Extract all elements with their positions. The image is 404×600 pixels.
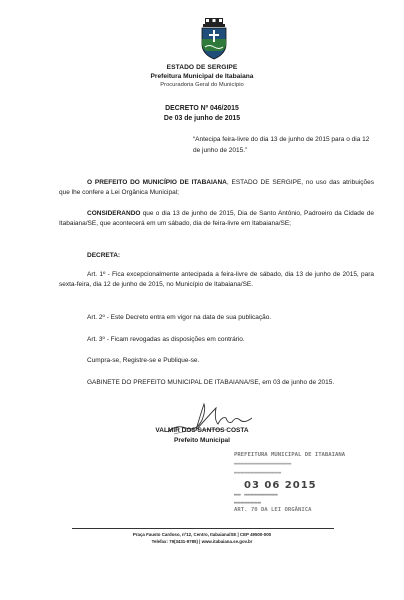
stamp-faded-line: ▬▬▬▬▬▬▬▬	[234, 500, 261, 506]
considering-paragraph	[59, 209, 374, 230]
stamp-header: PREFEITURA MUNICIPAL DE ITABAIANA	[234, 452, 346, 458]
publication-stamp	[234, 452, 374, 512]
stamp-article-line: ART. 70 DA LEI ORGÂNICA	[234, 507, 312, 513]
decreta-heading: DECRETA:	[87, 252, 121, 259]
footer-divider	[72, 528, 334, 529]
decree-summary: “Antecipa feira-livre do dia 13 de junho de 2015 para o dia 12 de junho de 2015.”	[193, 136, 370, 154]
decree-date: De 03 de junho de 2015	[163, 115, 241, 122]
preamble-text: , ESTADO DE SERGIPE, no uso das atribuições que lhe confere a Lei Orgânica Municipal;	[59, 179, 374, 197]
stamp-date: 03 06 2015	[244, 480, 317, 491]
decree-number: DECRETO Nº 046/2015	[165, 105, 239, 112]
preamble-paragraph	[59, 178, 374, 199]
coat-of-arms-icon	[199, 18, 229, 60]
state-name: ESTADO DE SERGIPE	[166, 64, 238, 71]
considering-bold: CONSIDERANDO	[87, 210, 141, 217]
signatory-name: VALMIR DOS SANTOS COSTA	[155, 427, 249, 434]
footer-address: Praça Fausto Cardoso, nº12, Centro, Itabaiana/SE | CEP 49500-000	[132, 532, 272, 537]
stamp-faded-line: ▬▬▬▬▬▬▬▬▬▬▬▬▬▬▬▬▬	[234, 461, 292, 467]
office-name: Procuradoria Geral do Município	[160, 82, 244, 88]
article-3: Art. 3º - Ficam revogadas as disposições em contrário.	[87, 336, 245, 343]
closing-formula: Cumpra-se, Registre-se e Publique-se.	[87, 357, 200, 364]
prefecture-name: Prefeitura Municipal de Itabaiana	[150, 73, 254, 80]
signatory-title: Prefeito Municipal	[174, 437, 230, 444]
stamp-faded-line: ▬▬ ▬▬▬▬▬▬▬▬▬▬	[234, 492, 278, 498]
article-2: Art. 2º - Este Decreto entra em vigor na data de sua publicação.	[87, 314, 272, 321]
footer-contact: Telefax: 79(3431-9785) | www.itabaiana.se.gov.br	[151, 539, 253, 544]
article-1: Art. 1º - Fica excepcionalmente antecipada a feira-livre de sábado, dia 13 de junho de 2015, para sexta-feira, dia 12 de junho de 2015, no Município de Itabaiana/SE.	[59, 271, 374, 289]
stamp-faded-line: ▬▬▬▬▬▬▬▬▬▬▬▬▬▬	[234, 470, 282, 476]
preamble-bold: O PREFEITO DO MUNICÍPIO DE ITABAIANA	[87, 179, 227, 186]
considering-text: que o dia 13 de junho de 2015, Dia de Santo Antônio, Padroeiro da Cidade de Itabaiana/SE, que acontecerá em um sábado, dia de feira-livre em Itabaiana/SE;	[59, 210, 374, 228]
cabinet-date-line: GABINETE DO PREFEITO MUNICIPAL DE ITABAIANA/SE, em 03 de junho de 2015.	[87, 379, 335, 386]
